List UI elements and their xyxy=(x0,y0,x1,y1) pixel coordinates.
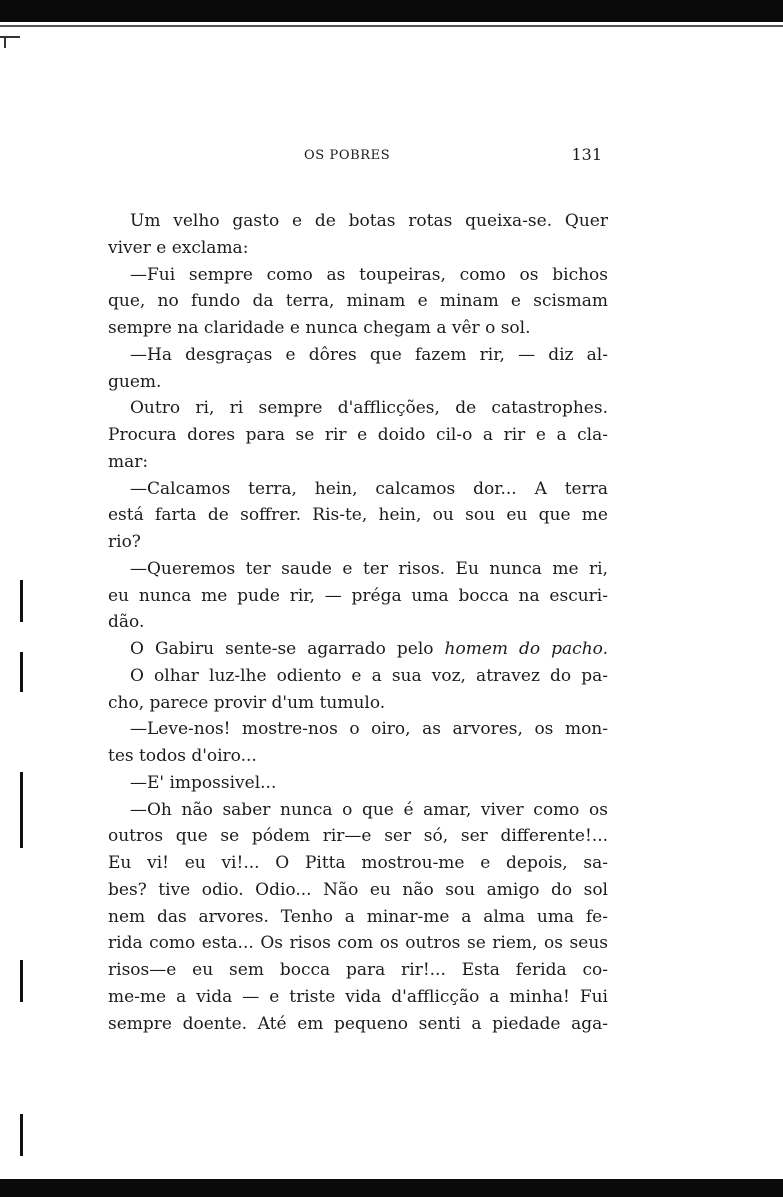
text-line-content: O Gabiru sente-se agarrado pelo xyxy=(130,639,445,659)
margin-mark xyxy=(20,580,23,622)
text-line-content: nem das arvores. Tenho a minar-me a alma uma fe- xyxy=(108,906,608,927)
text-line-content: mar: xyxy=(108,451,149,472)
scan-edge-line xyxy=(0,25,783,27)
text-line xyxy=(108,850,608,877)
scan-border-bottom xyxy=(0,1179,783,1197)
running-head-title: OS POBRES xyxy=(304,148,391,163)
text-line xyxy=(108,823,608,850)
text-line xyxy=(108,422,608,449)
text-line xyxy=(108,770,608,797)
scan-border-top xyxy=(0,0,783,22)
text-line xyxy=(108,395,608,422)
text-line xyxy=(108,235,608,262)
text-line-content: Procura dores para se rir e doido cil-o a rir e a cla- xyxy=(108,425,608,445)
text-line xyxy=(108,690,608,717)
text-line xyxy=(108,716,608,743)
margin-mark xyxy=(20,960,23,1002)
text-line xyxy=(108,476,608,503)
text-line xyxy=(108,369,608,396)
text-line xyxy=(108,743,608,770)
text-line xyxy=(108,262,608,289)
text-line-content: risos—e eu sem bocca para rir!... Esta ferida co- xyxy=(108,960,608,980)
margin-mark xyxy=(20,652,23,692)
text-line-content: Um velho gasto e de botas rotas queixa-se. Quer xyxy=(130,211,608,231)
italic-phrase: homem do pacho. xyxy=(444,639,608,659)
text-line-content: guem. xyxy=(108,371,162,392)
text-line xyxy=(108,342,608,369)
text-line-content: me-me a vida — e triste vida d'afflicção a minha! Fui xyxy=(108,986,608,1007)
running-head xyxy=(108,143,608,169)
text-line xyxy=(108,957,608,984)
text-line xyxy=(108,556,608,583)
text-line-content: cho, parece provir d'um tumulo. xyxy=(108,692,386,713)
text-line-content: —Calcamos terra, hein, calcamos dor... A terra xyxy=(130,478,608,499)
text-line-content: bes? tive odio. Odio... Não eu não sou amigo do sol xyxy=(108,879,608,900)
scan-corner-mark-vertical xyxy=(4,36,6,48)
margin-mark xyxy=(20,772,23,848)
text-line xyxy=(108,502,608,529)
text-line xyxy=(108,315,608,342)
text-line-content: outros que se pódem rir—e ser só, ser differente!... xyxy=(108,826,608,847)
text-line-content: eu nunca me pude rir, — préga uma bocca na escuri- xyxy=(108,585,608,606)
text-line-content: sempre na claridade e nunca chegam a vêr o sol. xyxy=(108,318,531,338)
text-line-content: —Leve-nos! mostre-nos o oiro, as arvores, os mon- xyxy=(130,719,608,740)
text-line xyxy=(108,288,608,315)
scan-corner-mark xyxy=(0,36,20,38)
text-line xyxy=(108,609,608,636)
text-line-content: viver e exclama: xyxy=(108,237,249,258)
text-line xyxy=(108,984,608,1011)
text-line xyxy=(108,904,608,931)
text-line xyxy=(108,1011,608,1038)
text-line-content: dão. xyxy=(108,612,145,633)
text-line xyxy=(108,449,608,476)
text-line-content: —Ha desgraças e dôres que fazem rir, — diz al- xyxy=(130,344,608,365)
text-line xyxy=(108,663,608,690)
text-line-content: —E' impossivel... xyxy=(130,772,277,793)
text-line-content: está farta de soffrer. Ris-te, hein, ou sou eu que me xyxy=(108,505,608,526)
text-line-content: rio? xyxy=(108,532,141,552)
page-number: 131 xyxy=(571,145,602,164)
text-line xyxy=(108,583,608,610)
text-line-content: rida como esta... Os risos com os outros se riem, os seus xyxy=(108,933,608,954)
body-text xyxy=(108,208,608,1037)
text-line xyxy=(108,208,608,235)
text-line xyxy=(108,797,608,824)
text-line-content: Eu vi! eu vi!... O Pitta mostrou-me e depois, sa- xyxy=(108,853,608,873)
text-line-content: O olhar luz-lhe odiento e a sua voz, atravez do pa- xyxy=(130,665,608,686)
text-line xyxy=(108,636,608,663)
text-line xyxy=(108,877,608,904)
text-line-content: —Fui sempre como as toupeiras, como os bichos xyxy=(130,264,608,285)
text-line-content: —Queremos ter saude e ter risos. Eu nunca me ri, xyxy=(130,558,608,579)
text-line xyxy=(108,529,608,556)
text-line-content: —Oh não saber nunca o que é amar, viver como os xyxy=(130,799,608,820)
text-line-content: Outro ri, ri sempre d'afflicções, de catastrophes. xyxy=(130,398,608,419)
text-line-content: que, no fundo da terra, minam e minam e scismam xyxy=(108,291,608,312)
text-line-content: sempre doente. Até em pequeno senti a piedade aga- xyxy=(108,1013,608,1034)
text-line-content: tes todos d'oiro... xyxy=(108,746,257,766)
text-line xyxy=(108,930,608,957)
margin-mark xyxy=(20,1114,23,1156)
